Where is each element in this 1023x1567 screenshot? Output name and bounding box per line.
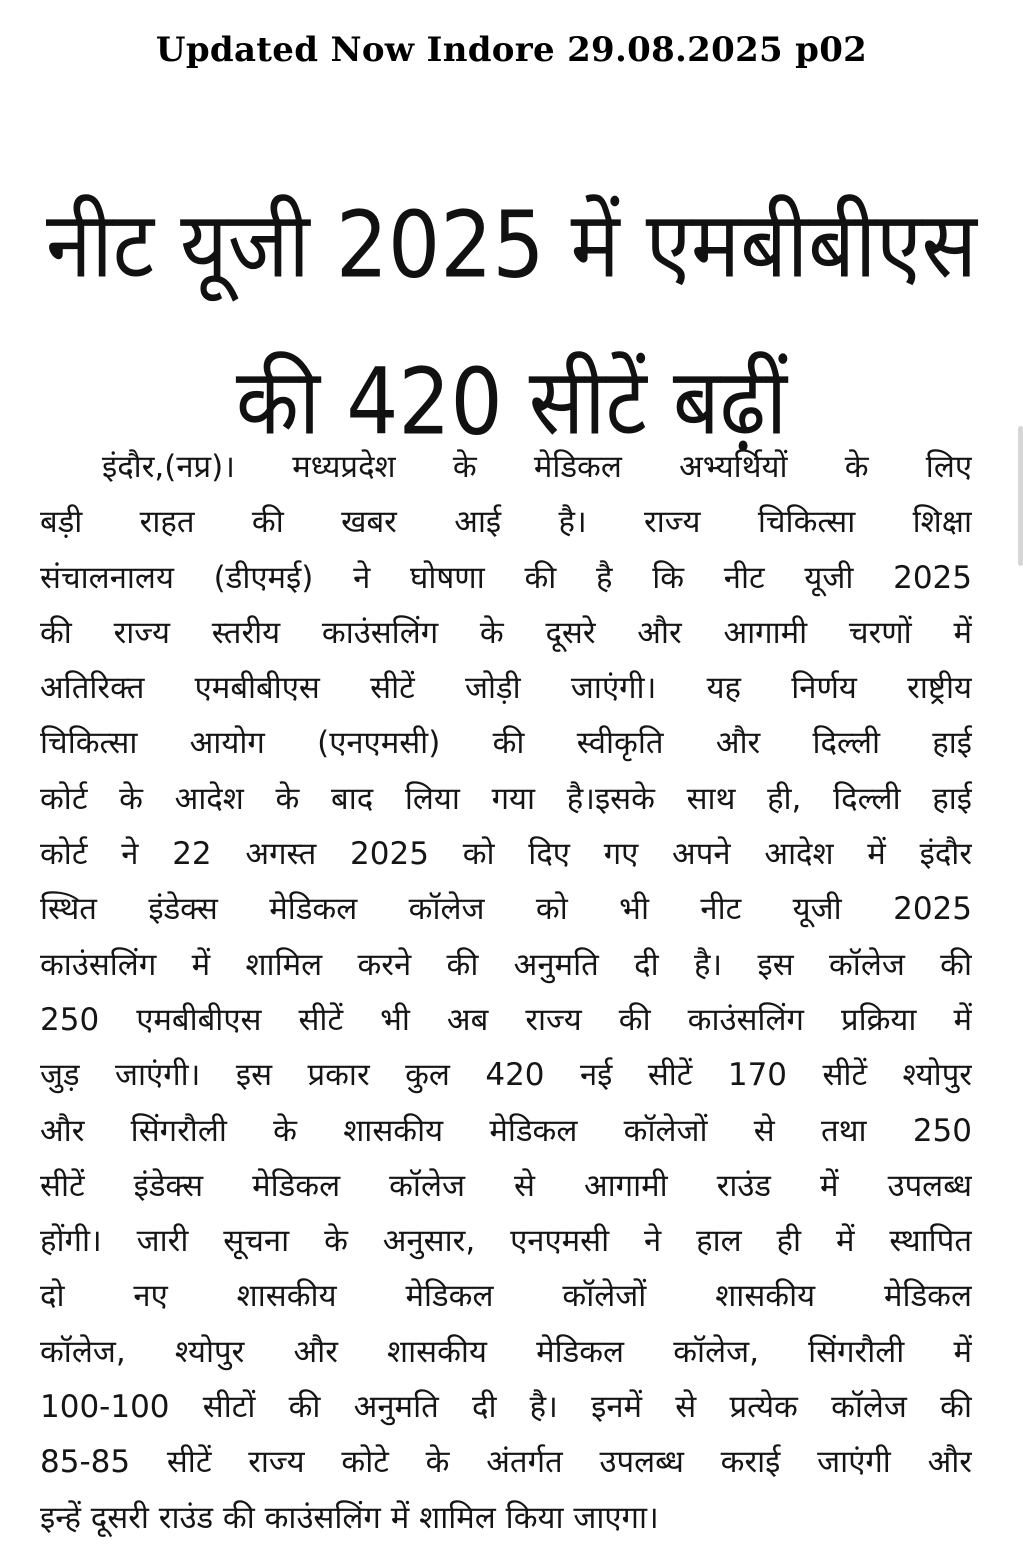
article-line: सीटें इंडेक्स मेडिकल कॉलेज से आगामी राउंड में उपलब्ध bbox=[40, 1167, 972, 1204]
article-line: संचालनालय (डीएमई) ने घोषणा की है कि नीट यूजी 2025 bbox=[40, 559, 972, 596]
article-line: 250 एमबीबीएस सीटें भी अब राज्य की काउंसलिंग प्रक्रिया में bbox=[40, 1001, 972, 1038]
article-line: इंदौर,(नप्र)। मध्यप्रदेश के मेडिकल अभ्यर्थियों के लिए bbox=[102, 449, 972, 485]
article-line: चिकित्सा आयोग (एनएमसी) की स्वीकृति और दिल्ली हाई bbox=[40, 725, 972, 762]
scrollbar-thumb[interactable] bbox=[1018, 426, 1023, 566]
article-line: बड़ी राहत की खबर आई है। राज्य चिकित्सा शिक्षा bbox=[40, 504, 972, 541]
article-line: कोर्ट के आदेश के बाद लिया गया है।इसके साथ ही, दिल्ली हाई bbox=[40, 780, 972, 817]
headline-line-1: नीट यूजी 2025 में एमबीबीएस bbox=[46, 192, 977, 300]
article-line: की राज्य स्तरीय काउंसलिंग के दूसरे और आगामी चरणों में bbox=[40, 614, 972, 651]
article-line: होंगी। जारी सूचना के अनुसार, एनएमसी ने हाल ही में स्थापित bbox=[40, 1223, 972, 1260]
source-line: Updated Now Indore 29.08.2025 p02 bbox=[155, 30, 868, 70]
article-line: स्थित इंडेक्स मेडिकल कॉलेज को भी नीट यूजी 2025 bbox=[40, 891, 972, 928]
article-line: कॉलेज, श्योपुर और शासकीय मेडिकल कॉलेज, सिंगरौली में bbox=[40, 1333, 972, 1370]
article-line: अतिरिक्त एमबीबीएस सीटें जोड़ी जाएंगी। यह निर्णय राष्ट्रीय bbox=[40, 670, 972, 707]
article-line: 85-85 सीटें राज्य कोटे के अंतर्गत उपलब्ध कराई जाएंगी और bbox=[40, 1444, 972, 1481]
article-line: 100-100 सीटों की अनुमति दी है। इनमें से प्रत्येक कॉलेज की bbox=[40, 1389, 972, 1426]
headline-line-2: की 420 सीटें बढ़ीं bbox=[235, 349, 788, 456]
article-line: दो नए शासकीय मेडिकल कॉलेजों शासकीय मेडिकल bbox=[40, 1278, 972, 1315]
article-line: इन्हें दूसरी राउंड की काउंसलिंग में शामिल किया जाएगा। bbox=[40, 1499, 659, 1536]
headline bbox=[20, 168, 1003, 482]
article-line: कोर्ट ने 22 अगस्त 2025 को दिए गए अपने आदेश में इंदौर bbox=[40, 836, 972, 873]
article-body bbox=[40, 440, 972, 1546]
article-line: और सिंगरौली के शासकीय मेडिकल कॉलेजों से तथा 250 bbox=[40, 1112, 972, 1149]
article-line: जुड़ जाएंगी। इस प्रकार कुल 420 नई सीटें 170 सीटें श्योपुर bbox=[40, 1057, 972, 1094]
article-line: काउंसलिंग में शामिल करने की अनुमति दी है। इस कॉलेज की bbox=[40, 946, 972, 983]
